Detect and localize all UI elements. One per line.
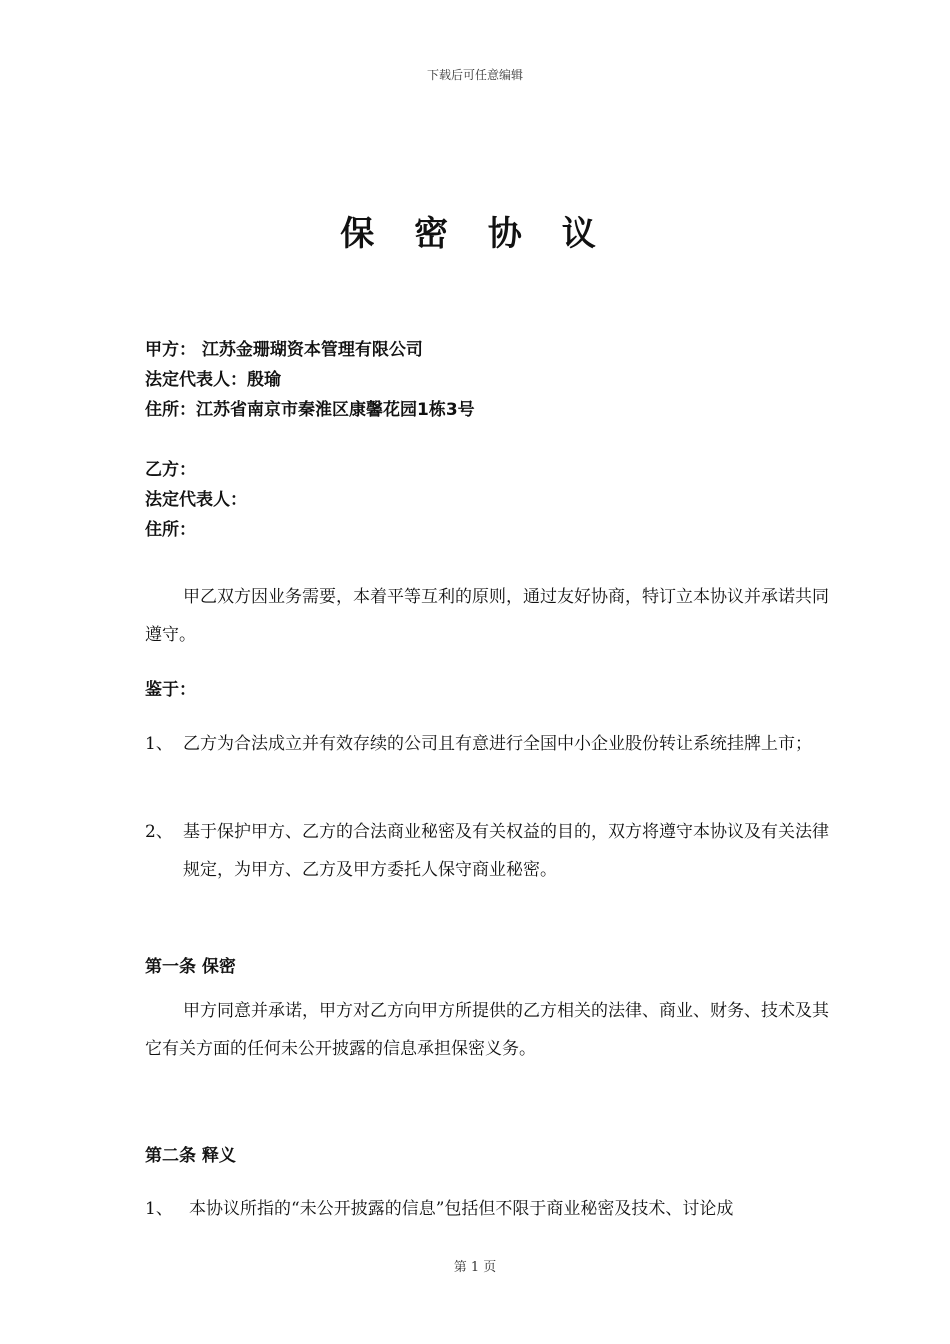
whereas-item-number: 1、	[145, 734, 173, 754]
intro-paragraph: 甲乙双方因业务需要，本着平等互利的原则，通过友好协商，特订立本协议并承诺共同遵守。	[145, 587, 829, 645]
article-2-item-1	[145, 1190, 835, 1228]
party-b-address: 住所：	[145, 520, 196, 540]
document-title: 保 密 协 议	[340, 214, 610, 254]
party-a-representative: 法定代表人：殷瑜	[145, 370, 281, 390]
whereas-item-text: 乙方为合法成立并有效存续的公司且有意进行全国中小企业股份转让系统挂牌上市；	[183, 734, 812, 754]
article-2-item-text: 本协议所指的“未公开披露的信息”包括但不限于商业秘密及技术、讨论成	[189, 1199, 734, 1219]
article-1-heading: 第一条 保密	[145, 957, 236, 977]
party-a-name: 甲方： 江苏金珊瑚资本管理有限公司	[145, 340, 423, 360]
whereas-item-number: 2、	[145, 822, 173, 842]
party-a-address: 住所：江苏省南京市秦淮区康馨花园1栋3号	[145, 400, 475, 420]
whereas-item-text: 基于保护甲方、乙方的合法商业秘密及有关权益的目的，双方将遵守本协议及有关法律规定，为甲方、乙方及甲方委托人保守商业秘密。	[183, 822, 829, 880]
party-b-name: 乙方：	[145, 460, 196, 480]
article-1-text: 甲方同意并承诺，甲方对乙方向甲方所提供的乙方相关的法律、商业、财务、技术及其它有关方面的任何未公开披露的信息承担保密义务。	[145, 1001, 829, 1059]
article-2-heading: 第二条 释义	[145, 1146, 236, 1166]
page-header-note: 下载后可任意编辑	[426, 68, 523, 82]
whereas-item-1	[145, 725, 835, 763]
party-b-representative: 法定代表人：	[145, 490, 247, 510]
whereas-item-2	[145, 813, 835, 889]
whereas-heading: 鉴于：	[145, 680, 196, 700]
article-2-item-number: 1、	[145, 1199, 173, 1219]
page-number: 第 1 页	[453, 1260, 497, 1275]
